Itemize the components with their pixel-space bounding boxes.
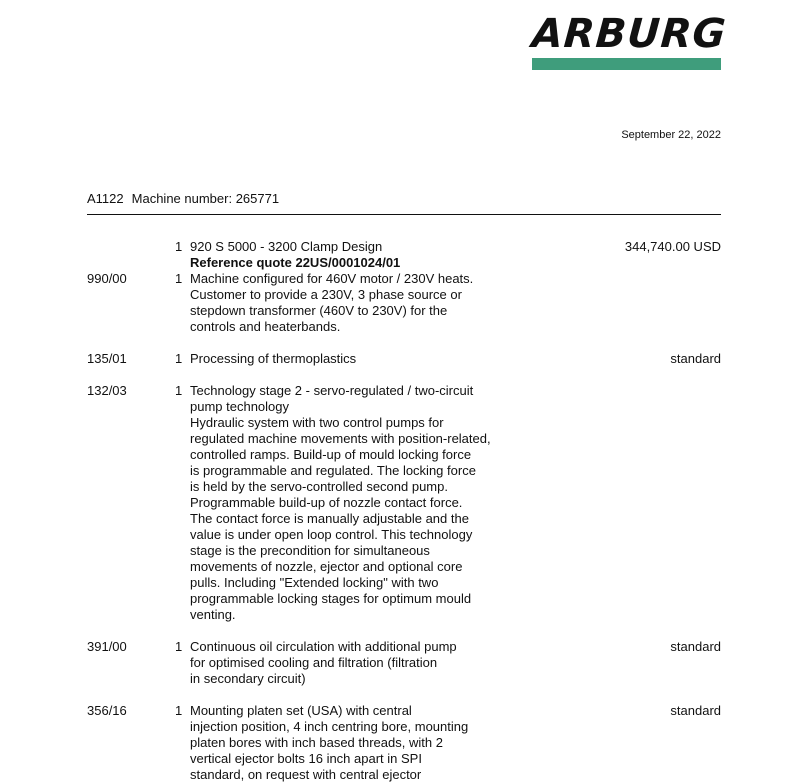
reference-code: A1122: [87, 191, 124, 206]
item-price: standard: [670, 351, 721, 366]
item-description: Technology stage 2 - servo-regulated / two-circuit pump technology Hydraulic system with two control pumps for regulated machine movements with position-related, controlled ramps. Build-up of mould locking force is programmable and regulated. The locking force is held by the servo-controlled second pump. Programmable build-up of nozzle contact force. The contact force is manually adjustable and the value is under open loop control. This technology stage is the precondition for simultaneous movements of nozzle, ejector and optional core pulls. Including "Extended locking" with two programmable locking stages for optimum mould venting.: [190, 383, 491, 622]
item-qty: 1: [175, 271, 183, 286]
document-date: September 22, 2022: [621, 129, 721, 141]
item-description: Mounting platen set (USA) with central injection position, 4 inch centring bore, mounting platen bores with inch based threads, with 2 vertical ejector bolts 16 inch apart in SPI standard, on request with central ejector: [190, 703, 469, 782]
item-code: 132/03: [87, 383, 127, 398]
arburg-logo: [530, 11, 728, 70]
item-qty: 1: [175, 239, 183, 254]
item-price: 344,740.00 USD: [624, 239, 721, 254]
item-code: 391/00: [87, 639, 127, 654]
logo-bar: [532, 58, 721, 70]
item-code: 990/00: [87, 271, 127, 286]
header-rule: [87, 214, 721, 215]
item-code: 356/16: [87, 703, 127, 718]
item-price: standard: [670, 703, 721, 718]
document-header: [87, 191, 287, 206]
item-description: Continuous oil circulation with additional pump for optimised cooling and filtration (filtration in secondary circuit): [190, 639, 457, 686]
logo-text: ARBURG: [530, 11, 728, 57]
item-qty: 1: [175, 351, 183, 366]
item-qty: 1: [175, 703, 183, 718]
item-code: 135/01: [87, 351, 127, 366]
item-qty: 1: [175, 639, 183, 654]
item-qty: 1: [175, 383, 183, 398]
item-price: standard: [670, 639, 721, 654]
reference-quote: Reference quote 22US/0001024/01: [190, 255, 401, 270]
item-description: 920 S 5000 - 3200 Clamp Design: [190, 239, 383, 254]
item-description: Processing of thermoplastics: [190, 351, 357, 366]
machine-number: Machine number: 265771: [131, 191, 280, 206]
item-description: Machine configured for 460V motor / 230V heats. Customer to provide a 230V, 3 phase source or stepdown transformer (460V to 230V) for the controls and heaterbands.: [190, 271, 474, 334]
